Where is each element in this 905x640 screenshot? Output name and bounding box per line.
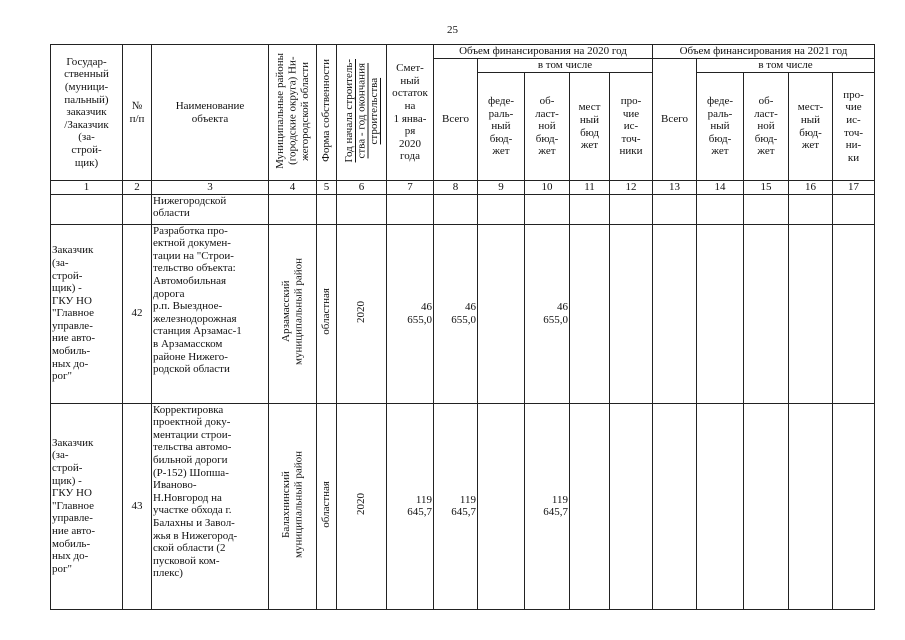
column-number: 12 <box>610 181 653 195</box>
row-estimated: 119 645,7 <box>387 403 434 609</box>
cell <box>434 194 478 224</box>
table-row <box>51 224 875 403</box>
column-number: 3 <box>152 181 269 195</box>
row-total-2020: 119 645,7 <box>434 403 478 609</box>
header-regional-2021: об- ласт- ной бюд- жет <box>744 73 789 181</box>
cell <box>653 194 697 224</box>
cell <box>337 194 387 224</box>
header-num: № п/п <box>123 45 152 181</box>
row-municipal-text: Балахнинский муниципальный район <box>280 450 305 558</box>
row-object: Корректировка проектной доку- ментации строи- тельства автомо- бильной дороги (Р-152) Шопша- Иваново- Н.Новгород на участке обхода г. Балахны и Завол- жья в Нижегород- ской области (2 пусковой ком- плекс) <box>152 403 269 609</box>
header-object-name: Наименование объекта <box>152 45 269 181</box>
cell <box>478 194 525 224</box>
row-customer: Заказчик (за- строй- щик) - ГКУ НО "Главное управле- ние авто- мобиль- ных до- рог" <box>51 224 123 403</box>
row-federal-2021 <box>697 403 744 609</box>
header-municipal-text: Муниципальные районы (городские округа) Ни- жегородской области <box>273 52 311 169</box>
table-row <box>51 403 875 609</box>
row-ownership <box>317 403 337 609</box>
cell <box>387 194 434 224</box>
column-number: 5 <box>317 181 337 195</box>
header-years-text: Год начала строитель- ства - год окончания строительства <box>342 58 380 163</box>
column-number: 10 <box>525 181 570 195</box>
row-year-text: 2020 <box>355 493 368 516</box>
column-number: 14 <box>697 181 744 195</box>
column-number: 8 <box>434 181 478 195</box>
row-other-2021 <box>833 224 875 403</box>
row-local-2021 <box>789 403 833 609</box>
header-municipal <box>269 45 317 181</box>
column-number: 16 <box>789 181 833 195</box>
row-estimated: 46 655,0 <box>387 224 434 403</box>
header-including-2021: в том числе <box>697 59 875 73</box>
row-other-2021 <box>833 403 875 609</box>
cell <box>123 194 152 224</box>
header-row-1 <box>51 45 875 59</box>
header-ownership <box>317 45 337 181</box>
row-ownership-text: областная <box>320 288 333 336</box>
row-regional-2021 <box>744 403 789 609</box>
cell <box>570 194 610 224</box>
row-object: Разработка про- ектной докумен- тации на "Строи- тельство объекта: Автомобильная дорога р.п. Выездное- железнодорожная станция Арзамас-1 в Арзамасском районе Нижего- родской области <box>152 224 269 403</box>
header-estimated: Смет- ный остаток на 1 янва- ря 2020 года <box>387 45 434 181</box>
cell <box>697 194 744 224</box>
header-ownership-text: Форма собственности <box>320 59 333 163</box>
row-municipal <box>269 403 317 609</box>
cell <box>833 194 875 224</box>
row-year-text: 2020 <box>355 300 368 323</box>
row-total-2021 <box>653 403 697 609</box>
header-total-2020: Всего <box>434 59 478 181</box>
cell <box>51 194 123 224</box>
header-years <box>337 45 387 181</box>
column-number: 9 <box>478 181 525 195</box>
column-number: 11 <box>570 181 610 195</box>
cell <box>269 194 317 224</box>
row-ownership <box>317 224 337 403</box>
financing-table <box>50 44 875 610</box>
row-federal-2021 <box>697 224 744 403</box>
row-num: 42 <box>123 224 152 403</box>
header-other-2020: про- чие ис- точ- ники <box>610 73 653 181</box>
row-customer: Заказчик (за- строй- щик) - ГКУ НО "Главное управле- ние авто- мобиль- ных до- рог" <box>51 403 123 609</box>
row-regional-2020: 119 645,7 <box>525 403 570 609</box>
row-federal-2020 <box>478 224 525 403</box>
row-municipal-text: Арзамасский муниципальный район <box>280 258 305 366</box>
row-other-2020 <box>610 224 653 403</box>
row-year <box>337 403 387 609</box>
row-other-2020 <box>610 403 653 609</box>
header-other-2021: про- чие ис- точ- ни- ки <box>833 73 875 181</box>
cell <box>610 194 653 224</box>
header-customer: Государ- ственный (муници- пальный) заказчик /Заказчик (за- строй- щик) <box>51 45 123 181</box>
column-number: 7 <box>387 181 434 195</box>
continuation-object: Нижегородской области <box>152 194 269 224</box>
row-regional-2021 <box>744 224 789 403</box>
header-fin-2020: Объем финансирования на 2020 год <box>434 45 653 59</box>
row-local-2020 <box>570 403 610 609</box>
continuation-row <box>51 194 875 224</box>
column-number: 1 <box>51 181 123 195</box>
row-municipal <box>269 224 317 403</box>
row-local-2021 <box>789 224 833 403</box>
header-local-2020: мест ный бюд жет <box>570 73 610 181</box>
header-federal-2021: феде- раль- ный бюд- жет <box>697 73 744 181</box>
header-regional-2020: об- ласт- ной бюд- жет <box>525 73 570 181</box>
row-year <box>337 224 387 403</box>
row-federal-2020 <box>478 403 525 609</box>
row-num: 43 <box>123 403 152 609</box>
row-regional-2020: 46 655,0 <box>525 224 570 403</box>
header-total-2021: Всего <box>653 59 697 181</box>
row-ownership-text: областная <box>320 480 333 528</box>
column-number-row <box>51 181 875 195</box>
row-total-2020: 46 655,0 <box>434 224 478 403</box>
column-number: 17 <box>833 181 875 195</box>
row-local-2020 <box>570 224 610 403</box>
column-number: 4 <box>269 181 317 195</box>
header-federal-2020: феде- раль- ный бюд- жет <box>478 73 525 181</box>
column-number: 15 <box>744 181 789 195</box>
header-fin-2021: Объем финансирования на 2021 год <box>653 45 875 59</box>
cell <box>744 194 789 224</box>
column-number: 6 <box>337 181 387 195</box>
column-number: 13 <box>653 181 697 195</box>
row-total-2021 <box>653 224 697 403</box>
cell <box>525 194 570 224</box>
page-number: 25 <box>447 24 458 36</box>
header-including-2020: в том числе <box>478 59 653 73</box>
cell <box>789 194 833 224</box>
cell <box>317 194 337 224</box>
column-number: 2 <box>123 181 152 195</box>
header-local-2021: мест- ный бюд- жет <box>789 73 833 181</box>
